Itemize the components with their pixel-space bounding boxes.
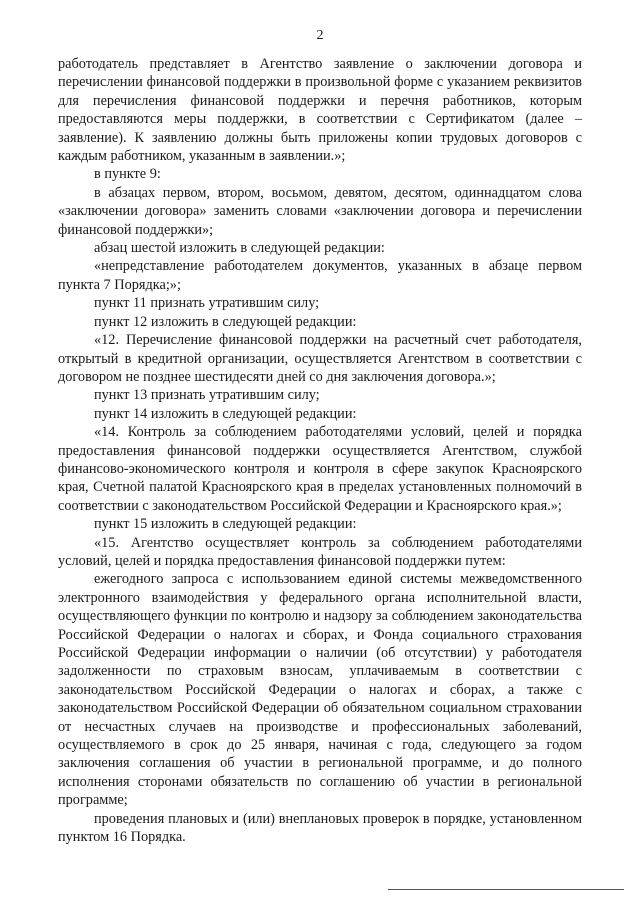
paragraph: пункт 12 изложить в следующей редакции: bbox=[94, 313, 357, 330]
paragraph: в пункте 9: bbox=[94, 166, 161, 183]
paragraph: работодатель представляет в Агентство заявление о заключении договора и перечислении финансовой поддержки в произвольной форме с указанием реквизитов для перечисления финансовой поддержки и перечня работников, которым предоставляются меры поддержки, в соответствии с Сертификатом (далее – заявление). К заявлению должны быть приложены копии трудовых договоров с каждым работником, указанным в заявлении.»; bbox=[58, 56, 582, 165]
paragraph: абзац шестой изложить в следующей редакции: bbox=[94, 240, 385, 257]
paragraph: проведения плановых и (или) внеплановых проверок в порядке, установленном пунктом 16 Порядка. bbox=[58, 810, 582, 846]
paragraph: пункт 14 изложить в следующей редакции: bbox=[94, 405, 357, 422]
paragraph: ежегодного запроса с использованием единой системы межведомственного электронного взаимодействия у федерального органа исполнительной власти, осуществляющего функции по контролю и надзору за соблюдением законодательства Российской Федерации о налогах и сборах, и Фонда социального страхования Российской Федерации информации о наличии (об отсутствии) у работодателя задолженности по страховым взносам, уплачиваемым в соответствии с законодательством Российской Федерации о налогах и сборах, а также с законодательством Российской Федерации об обязательном социальном страховании от несчастных случаев на производстве и профессиональных заболеваний, осуществляемого в срок до 25 января, начиная с года, следующего за годом заключения соглашения об участии в региональной программе, и до полного исполнения сторонами обязательств по соглашению об участии в региональной программе; bbox=[58, 571, 582, 809]
paragraph: «14. Контроль за соблюдением работодателями условий, целей и порядка предоставления финансовой поддержки осуществляется Агентством, службой финансово-экономического контроля и контроля в сфере закупок Красноярского края, Счетной палатой Красноярского края в пределах установленных полномочий в соответствии с законодательством Российской Федерации и Красноярского края.»; bbox=[58, 424, 582, 514]
paragraph: пункт 13 признать утратившим силу; bbox=[94, 387, 320, 404]
paragraph: пункт 11 признать утратившим силу; bbox=[94, 295, 320, 312]
paragraph: в абзацах первом, втором, восьмом, девятом, десятом, одиннадцатом слова «заключении договора» заменить словами «заключении договора и перечислении финансовой поддержки»; bbox=[58, 184, 582, 238]
paragraph: пункт 15 изложить в следующей редакции: bbox=[94, 516, 357, 533]
document-body bbox=[58, 55, 582, 846]
paragraph: «непредставление работодателем документов, указанных в абзаце первом пункта 7 Порядка;»; bbox=[58, 258, 582, 293]
bottom-rule bbox=[388, 889, 624, 890]
paragraph: «12. Перечисление финансовой поддержки на расчетный счет работодателя, открытый в кредитной организации, осуществляется Агентством в соответствии с договором не позднее шестидесяти дней со дня заключения договора.»; bbox=[58, 332, 582, 385]
paragraph: «15. Агентство осуществляет контроль за соблюдением работодателями условий, целей и порядка предоставления финансовой поддержки путем: bbox=[58, 534, 582, 569]
page-number: 2 bbox=[316, 28, 324, 43]
